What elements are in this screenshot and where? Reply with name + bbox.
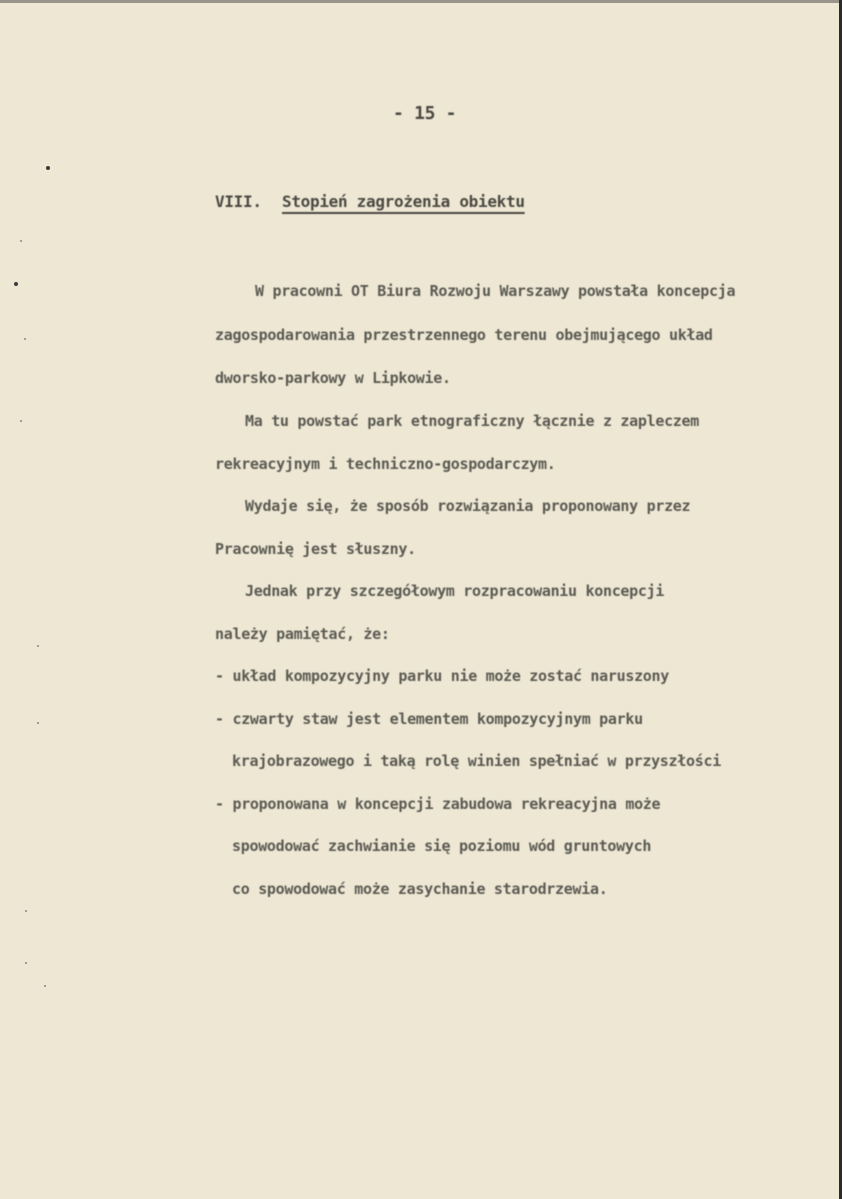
list-item: - czwarty staw jest elementem kompozycyjnym parku [215,710,643,728]
section-number: VIII. [215,192,262,211]
margin-mark [44,985,46,987]
margin-mark [20,420,22,422]
text-line: Jednak przy szczegółowym rozpracowaniu koncepcji [245,582,665,600]
text-line: rekreacyjnym i techniczno-gospodarczym. [215,455,556,473]
margin-mark [14,282,18,286]
list-item: - układ kompozycyjny parku nie może zostać naruszony [215,667,670,685]
margin-mark [25,910,27,912]
text-line: Pracownię jest słuszny. [215,540,416,558]
list-item-continuation: co spowodować może zasychanie starodrzewia. [232,880,608,898]
list-item: - proponowana w koncepcji zabudowa rekreacyjna może [215,795,661,813]
text-line: zagospodarowania przestrzennego terenu obejmującego układ [215,326,713,344]
list-item-continuation: spowodować zachwianie się poziomu wód gruntowych [232,837,652,855]
page-number: - 15 - [393,103,457,124]
margin-mark [37,645,39,647]
text-line: należy pamiętać, że: [215,625,390,643]
margin-mark [25,962,27,964]
margin-mark [37,722,39,724]
text-line: Ma tu powstać park etnograficzny łącznie z zapleczem [245,412,700,430]
margin-mark [20,240,22,242]
text-line: dworsko-parkowy w Lipkowie. [215,369,451,387]
text-line: Wydaje się, że sposób rozwiązania proponowany przez [245,497,691,515]
list-item-continuation: krajobrazowego i taką rolę winien spełniać w przyszłości [232,752,721,770]
margin-mark [24,338,26,340]
scan-edge-top [0,0,842,3]
section-title: Stopień zagrożenia obiektu [282,192,525,211]
margin-mark [46,166,50,170]
text-line: W pracowni OT Biura Rozwoju Warszawy powstała koncepcja [255,282,736,300]
